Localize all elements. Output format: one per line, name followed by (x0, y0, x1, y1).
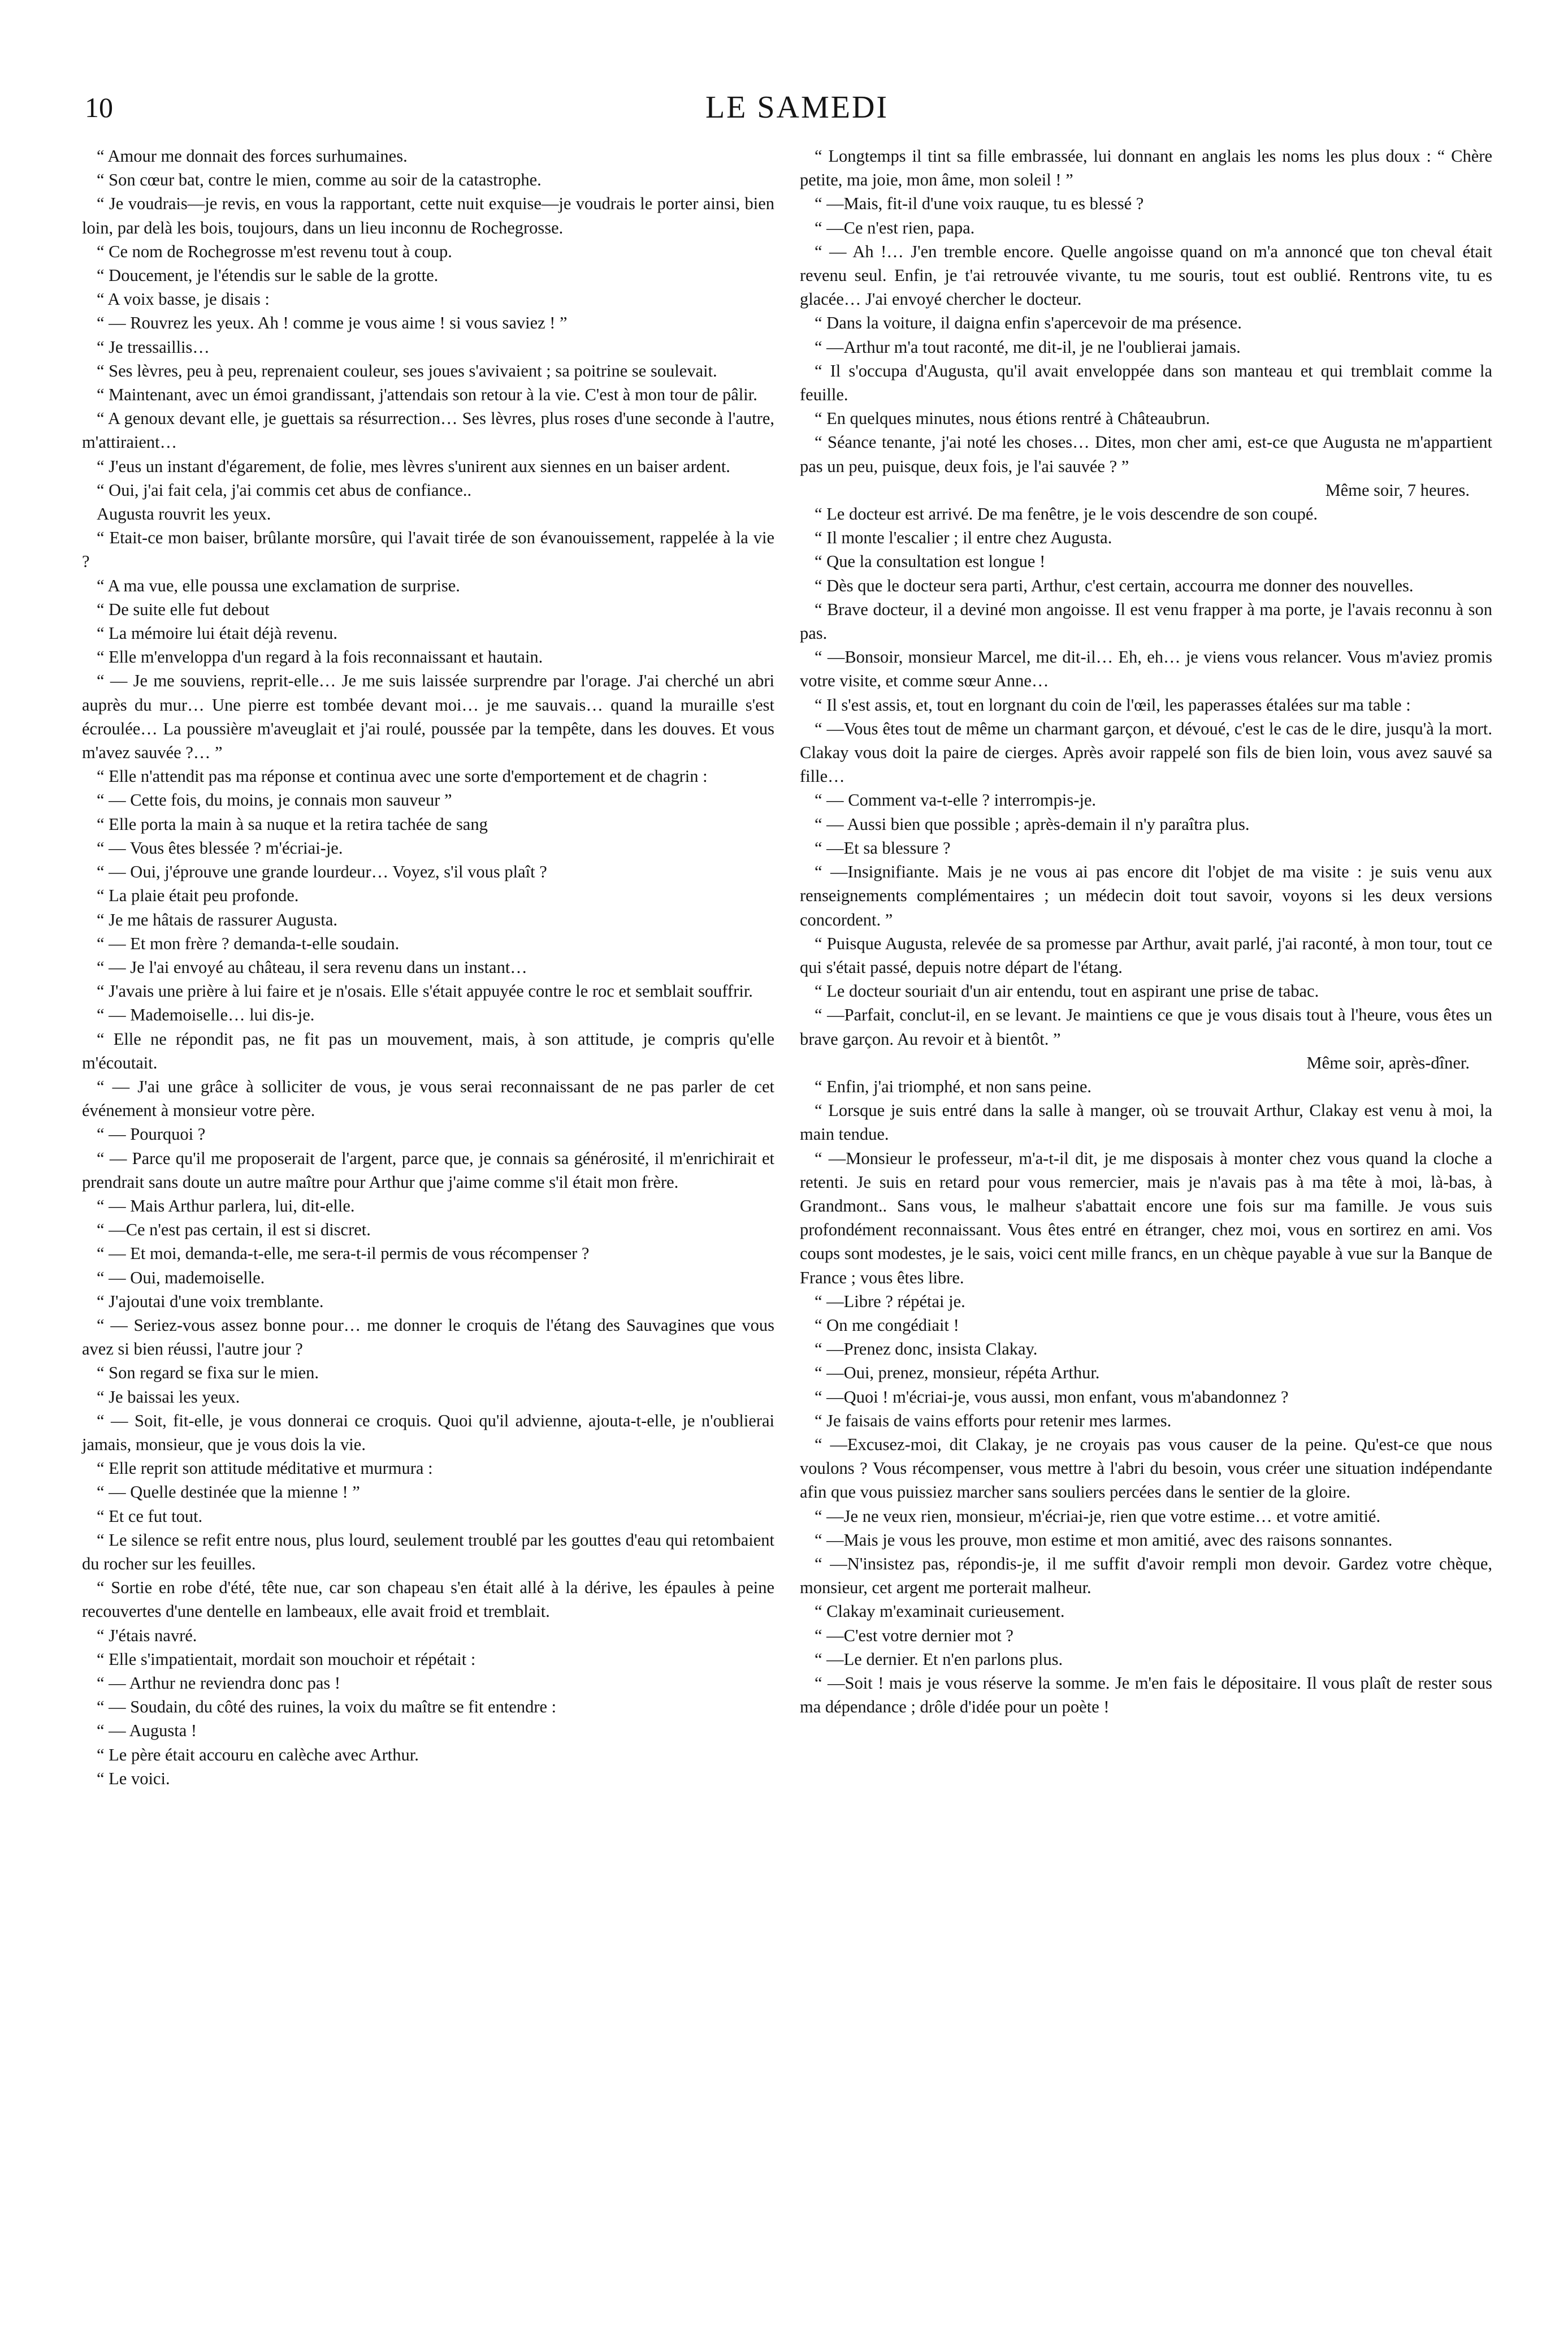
paragraph: “ La mémoire lui était déjà revenu. (97, 624, 337, 643)
paragraph: “ Elle m'enveloppa d'un regard à la fois reconnaissant et hautain. (97, 647, 543, 667)
paragraph: “ Dès que le docteur sera parti, Arthur, c'est certain, accourra me donner des nouvelles. (815, 576, 1414, 595)
paragraph: “ En quelques minutes, nous étions rentré à Châteaubrun. (815, 409, 1210, 429)
paragraph: “ Brave docteur, il a deviné mon angoisse. Il est venu frapper à ma porte, je l'avais reconnu à son pas. (800, 599, 1492, 643)
paragraph: “ —Prenez donc, insista Clakay. (815, 1339, 1038, 1359)
paragraph: “ — Et mon frère ? demanda-t-elle soudain. (97, 933, 400, 953)
paragraph: “ Etait-ce mon baiser, brûlante morsûre, qui l'avait tirée de son évanouissement, rappelée à la vie ? (82, 528, 774, 572)
paragraph: “ — Je l'ai envoyé au château, il sera revenu dans un instant… (97, 957, 527, 977)
paragraph: “ — Augusta ! (97, 1721, 197, 1741)
paragraph: “ Puisque Augusta, relevée de sa promesse par Arthur, avait parlé, j'ai raconté, à mon tour, tout ce qui s'était passé, depuis notre départ de l'étang. (800, 933, 1492, 977)
paragraph: “ Elle s'impatientait, mordait son mouchoir et répétait : (97, 1649, 476, 1669)
paragraph: “ Il s'est assis, et, tout en lorgnant du coin de l'œil, les paperasses étalées sur ma table : (815, 695, 1411, 715)
paragraph: “ Il monte l'escalier ; il entre chez Augusta. (815, 528, 1112, 548)
paragraph: “ —Monsieur le professeur, m'a-t-il dit, je me disposais à monter chez vous quand la cloche a retenti. Je suis en retard pour vous remercier, mais je n'avais pas à ma tête à moi, là-bas, à Grandmont.. Sans vous, le malheur s'abattait encore une fois sur ma famille. Je vous suis profondément reconnaissant. Vous êtes entré en étranger, chez moi, vous en sortirez en ami. Vos coups sont modestes, je le sais, voici cent mille francs, en un chèque payable à vue sur la Banque de France ; vous êtes libre. (800, 1148, 1492, 1287)
paragraph: “ Ses lèvres, peu à peu, reprenaient couleur, ses joues s'avivaient ; sa poitrine se soulevait. (97, 361, 717, 380)
paragraph: “ —Ce n'est rien, papa. (815, 218, 975, 237)
paragraph: “ Que la consultation est longue ! (815, 552, 1046, 572)
paragraph: “ —Bonsoir, monsieur Marcel, me dit-il… Eh, eh… je viens vous relancer. Vous m'aviez promis votre visite, et comme sœur Anne… (800, 647, 1492, 691)
paragraph: “ Oui, j'ai fait cela, j'ai commis cet abus de confiance.. (97, 480, 472, 500)
paragraph: “ — Oui, mademoiselle. (97, 1267, 265, 1287)
paragraph: “ — Comment va-t-elle ? interrompis-je. (815, 790, 1097, 810)
paragraph: “ Maintenant, avec un émoi grandissant, j'attendais son retour à la vie. C'est à mon tour de pâlir. (97, 385, 757, 405)
page-number: 10 (85, 92, 113, 123)
paragraph: “ — Soudain, du côté des ruines, la voix du maître se fit entendre : (97, 1697, 557, 1717)
paragraph: “ Son cœur bat, contre le mien, comme au soir de la catastrophe. (97, 170, 542, 190)
paragraph: “ Et ce fut tout. (97, 1506, 203, 1526)
paragraph: “ —C'est votre dernier mot ? (815, 1625, 1013, 1645)
paragraph: “ Longtemps il tint sa fille embrassée, lui donnant en anglais les noms les plus doux : “ Chère petite, ma joie, mon âme, mon soleil ! ” (800, 146, 1492, 190)
paragraph: “ —Parfait, conclut-il, en se levant. Je maintiens ce que je vous disais tout à l'heure, vous êtes un brave garçon. Au revoir et à bientôt. ” (800, 1005, 1492, 1049)
paragraph: “ —Mais, fit-il d'une voix rauque, tu es blessé ? (815, 194, 1144, 214)
dateline: Même soir, après-dîner. (1306, 1053, 1470, 1072)
paragraph: “ Le père était accouru en calèche avec Arthur. (97, 1745, 419, 1764)
paragraph: “ — Parce qu'il me proposerait de l'argent, parce que, je connais sa générosité, il m'enrichirait et prendrait sans doute un autre maître pour Arthur que j'aime comme s'il était mon frère. (82, 1148, 774, 1192)
paragraph: “ — Mais Arthur parlera, lui, dit-elle. (97, 1196, 355, 1215)
paragraph: “ —Excusez-moi, dit Clakay, je ne croyais pas vous causer de la peine. Qu'est-ce que nous voulons ? Vous récompenser, vous mettre à l'abri du besoin, vous créer une situation indépendante afin que vous puissiez marcher sans souliers percées dans le sentier de la gloire. (800, 1434, 1492, 1502)
paragraph: “ —Je ne veux rien, monsieur, m'écriai-je, rien que votre estime… et votre amitié. (815, 1506, 1381, 1526)
paragraph: “ —Le dernier. Et n'en parlons plus. (815, 1649, 1063, 1669)
paragraph: “ — Pourquoi ? (97, 1124, 206, 1144)
left-text-column (82, 144, 774, 1790)
paragraph: “ Enfin, j'ai triomphé, et non sans peine. (815, 1076, 1091, 1096)
right-text-column (800, 144, 1492, 1719)
paragraph: “ Clakay m'examinait curieusement. (815, 1602, 1065, 1621)
paragraph: “ — Oui, j'éprouve une grande lourdeur… Voyez, s'il vous plaît ? (97, 862, 547, 882)
paragraph: “ Son regard se fixa sur le mien. (97, 1363, 319, 1383)
paragraph: “ J'eus un instant d'égarement, de folie, mes lèvres s'unirent aux siennes en un baiser ardent. (97, 456, 730, 476)
paragraph: “ —Mais je vous les prouve, mon estime et mon amitié, avec des raisons sonnantes. (815, 1530, 1393, 1550)
paragraph: “ — Seriez-vous assez bonne pour… me donner le croquis de l'étang des Sauvagines que vous avez si bien réussi, l'autre jour ? (82, 1315, 774, 1359)
paragraph: “ On me congédiait ! (815, 1315, 959, 1335)
paragraph: “ —Oui, prenez, monsieur, répéta Arthur. (815, 1363, 1100, 1383)
paragraph: “ Dans la voiture, il daigna enfin s'apercevoir de ma présence. (815, 313, 1242, 333)
paragraph: “ —Soit ! mais je vous réserve la somme. Je m'en fais le dépositaire. Il vous plaît de rester sous ma dépendance ; drôle d'idée pour un poète ! (800, 1673, 1492, 1717)
dateline: Même soir, 7 heures. (1325, 480, 1470, 500)
paragraph: “ —Ce n'est pas certain, il est si discret. (97, 1220, 371, 1240)
paragraph: “ — Je me souviens, reprit-elle… Je me suis laissée surprendre par l'orage. J'ai cherché un abri auprès du mur… Une pierre est tombée devant moi… je me sauvais… quand la muraille s'est écroulée… La poussière m'aveuglait et j'ai roulé, poussée par la tempête, dans les douves. Et vous m'avez sauvée ?… ” (82, 671, 774, 763)
paragraph: “ — Et moi, demanda-t-elle, me sera-t-il permis de vous récompenser ? (97, 1244, 590, 1264)
paragraph: “ Le docteur souriait d'un air entendu, tout en aspirant une prise de tabac. (815, 981, 1319, 1001)
paragraph: “ Je voudrais—je revis, en vous la rapportant, cette nuit exquise—je voudrais le porter ainsi, bien loin, par delà les bois, toujours, dans un lieu inconnu de Rochegrosse. (82, 194, 774, 237)
paragraph: “ Le silence se refit entre nous, plus lourd, seulement troublé par les gouttes d'eau qui retombaient du rocher sur les feuilles. (82, 1530, 774, 1573)
paragraph: “ —Quoi ! m'écriai-je, vous aussi, mon enfant, vous m'abandonnez ? (815, 1387, 1289, 1407)
paragraph: “ —N'insistez pas, répondis-je, il me suffit d'avoir rempli mon devoir. Gardez votre chèque, monsieur, cet argent me porterait malheur. (800, 1554, 1492, 1598)
paragraph: “ J'ajoutai d'une voix tremblante. (97, 1291, 324, 1311)
paragraph: “ Elle porta la main à sa nuque et la retira tachée de sang (97, 814, 488, 834)
paragraph: “ A genoux devant elle, je guettais sa résurrection… Ses lèvres, plus roses d'une seconde à l'autre, m'attiraient… (82, 409, 774, 452)
paragraph: “ — Vous êtes blessée ? m'écriai-je. (97, 838, 343, 858)
paragraph: “ Ce nom de Rochegrosse m'est revenu tout à coup. (97, 241, 452, 261)
publication-title: LE SAMEDI (705, 90, 889, 125)
paragraph: “ Je me hâtais de rassurer Augusta. (97, 910, 338, 929)
paragraph: “ Doucement, je l'étendis sur le sable de la grotte. (97, 266, 439, 285)
paragraph: “ Séance tenante, j'ai noté les choses… Dites, mon cher ami, est-ce que Augusta ne m'appartient pas un peu, puisque, deux fois, je l'ai sauvée ? ” (800, 432, 1492, 476)
paragraph: “ La plaie était peu profonde. (97, 886, 299, 906)
paragraph: “ A ma vue, elle poussa une exclamation de surprise. (97, 576, 460, 595)
paragraph: “ J'avais une prière à lui faire et je n'osais. Elle s'était appuyée contre le roc et semblait souffrir. (97, 981, 753, 1001)
paragraph: “ Il s'occupa d'Augusta, qu'il avait enveloppée dans son manteau et qui tremblait comme la feuille. (800, 361, 1492, 405)
paragraph: “ —Vous êtes tout de même un charmant garçon, et dévoué, c'est le cas de le dire, jusqu'à la mort. Clakay vous doit la paire de cierges. Après avoir rappelé son fils de bien loin, vous avez sauvé sa fille… (800, 719, 1492, 786)
paragraph: “ — Aussi bien que possible ; après-demain il n'y paraîtra plus. (815, 814, 1250, 834)
paragraph: “ Je tressaillis… (97, 337, 210, 357)
paragraph: “ De suite elle fut debout (97, 599, 270, 619)
paragraph: “ Sortie en robe d'été, tête nue, car son chapeau s'en était allé à la dérive, les épaules à peine recouvertes d'une dentelle en lambeaux, elle avait froid et tremblait. (82, 1578, 774, 1621)
paragraph: “ —Arthur m'a tout raconté, me dit-il, je ne l'oublierai jamais. (815, 337, 1241, 357)
paragraph: “ Elle n'attendit pas ma réponse et continua avec une sorte d'emportement et de chagrin : (97, 767, 708, 786)
paragraph: Augusta rouvrit les yeux. (97, 504, 271, 524)
running-head (85, 85, 1509, 130)
paragraph: “ Le voici. (97, 1768, 170, 1788)
paragraph: “ — Rouvrez les yeux. Ah ! comme je vous aime ! si vous saviez ! ” (97, 313, 568, 333)
paragraph: “ — J'ai une grâce à solliciter de vous, je vous serai reconnaissant de ne pas parler de cet événement à monsieur votre père. (82, 1076, 774, 1121)
paragraph: “ Je baissai les yeux. (97, 1387, 240, 1407)
paragraph: “ — Soit, fit-elle, je vous donnerai ce croquis. Quoi qu'il advienne, ajouta-t-elle, je n'oublierai jamais, monsieur, que je vous dois la vie. (82, 1411, 774, 1454)
paragraph: “ Amour me donnait des forces surhumaines. (97, 146, 408, 166)
paragraph: “ Lorsque je suis entré dans la salle à manger, où se trouvait Arthur, Clakay est venu à moi, la main tendue. (800, 1101, 1492, 1144)
paragraph: “ A voix basse, je disais : (97, 289, 270, 309)
paragraph: “ —Libre ? répétai je. (815, 1291, 965, 1311)
paragraph: “ Elle ne répondit pas, ne fit pas un mouvement, mais, à son attitude, je compris qu'elle m'écoutait. (82, 1029, 774, 1072)
paragraph: “ — Ah !… J'en tremble encore. Quelle angoisse quand on m'a annoncé que ton cheval était revenu seul. Enfin, je t'ai retrouvée vivante, tu me souris, tout est oublié. Rentrons vite, tu es glacée… J'ai envoyé chercher le docteur. (800, 241, 1492, 309)
paragraph: “ J'étais navré. (97, 1625, 197, 1645)
paragraph: “ Je faisais de vains efforts pour retenir mes larmes. (815, 1411, 1172, 1430)
paragraph: “ Le docteur est arrivé. De ma fenêtre, je le vois descendre de son coupé. (815, 504, 1318, 524)
paragraph: “ —Insignifiante. Mais je ne vous ai pas encore dit l'objet de ma visite : je suis venu aux renseignements complémentaires ; un médecin doit tout savoir, voyons si les deux versions concordent. ” (800, 862, 1492, 929)
paragraph: “ — Quelle destinée que la mienne ! ” (97, 1482, 360, 1502)
paragraph: “ — Arthur ne reviendra donc pas ! (97, 1673, 341, 1693)
paragraph: “ Elle reprit son attitude méditative et murmura : (97, 1459, 433, 1478)
paragraph: “ —Et sa blessure ? (815, 838, 951, 858)
paragraph: “ — Mademoiselle… lui dis-je. (97, 1005, 315, 1025)
paragraph: “ — Cette fois, du moins, je connais mon sauveur ” (97, 790, 452, 810)
